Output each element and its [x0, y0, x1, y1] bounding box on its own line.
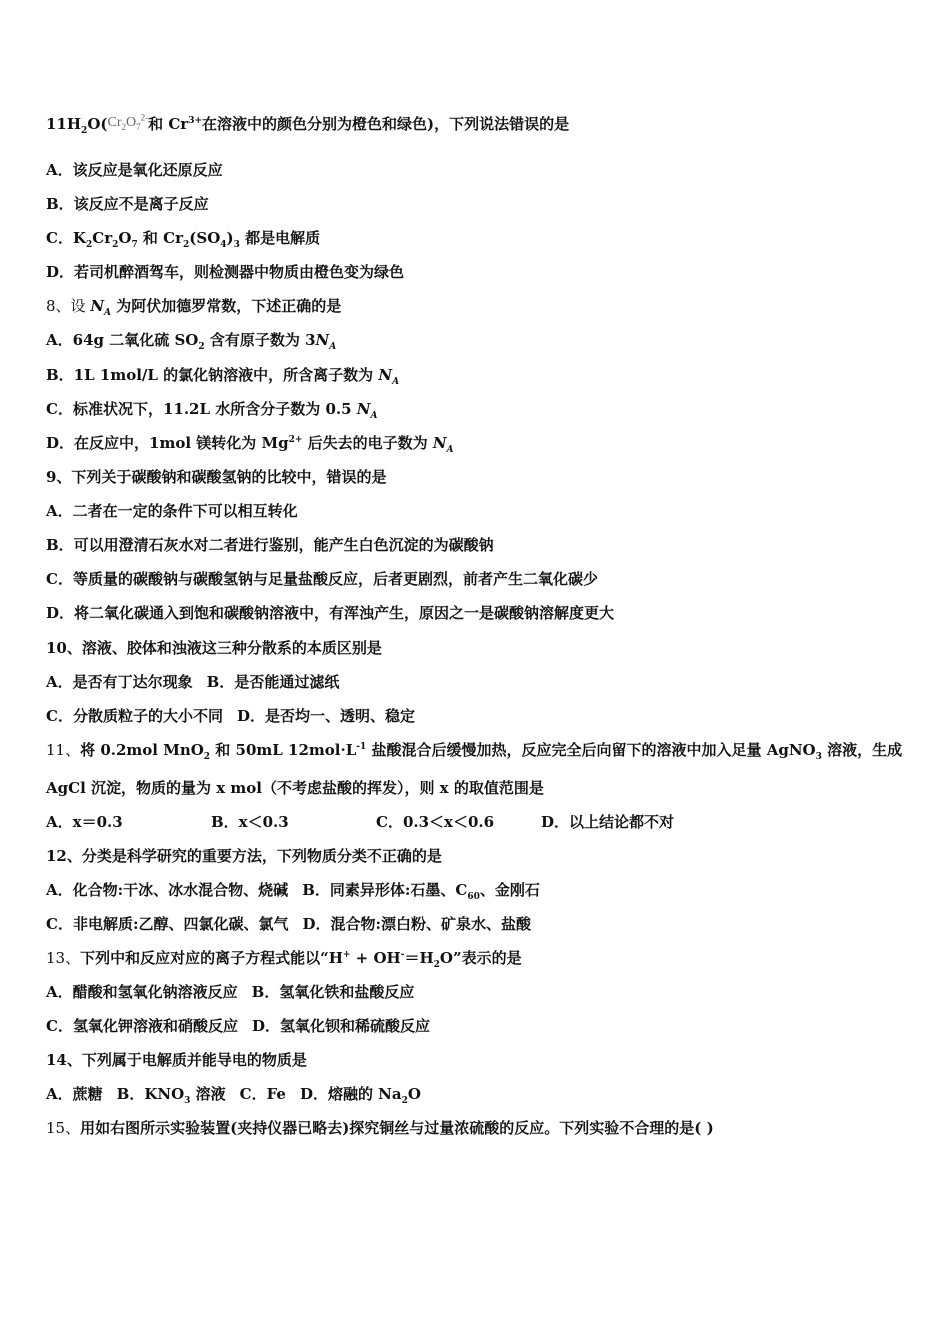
q9-stem: 9、下列关于碳酸钠和碳酸氢钠的比较中，错误的是 — [46, 468, 387, 486]
dichromate-formula: $Cr_2O_7^{2-}$ — [107, 112, 149, 132]
q14-stem: 14、下列属于电解质并能导电的物质是 — [46, 1051, 307, 1069]
q7-option-b: B．该反应不是离子反应 — [46, 195, 209, 213]
q9-option-c: C．等质量的碳酸钠与碳酸氢钠与足量盐酸反应，后者更剧烈，前者产生二氧化碳少 — [46, 570, 598, 588]
q10-options-ab: A．是否有丁达尔现象 B．是否能通过滤纸 — [46, 673, 340, 691]
q14-options: A．蔗糖 B．$KNO_3$ 溶液 C．Fe D．熔融的 $Na_2O$ — [46, 1085, 421, 1106]
q11-stem-cont: AgCl 沉淀，物质的量为 x mol（不考虑盐酸的挥发），则 x 的取值范围是 — [46, 779, 544, 797]
q12-stem: 12、分类是科学研究的重要方法，下列物质分类不正确的是 — [46, 847, 442, 865]
q10-stem: 10、溶液、胶体和浊液这三种分散系的本质区别是 — [46, 639, 382, 657]
q9-option-d: D．将二氧化碳通入到饱和碳酸钠溶液中，有浑浊产生，原因之一是碳酸钠溶解度更大 — [46, 604, 615, 622]
q8-option-c: C．标准状况下，11.2L 水所含分子数为 0.5 $N_A$ — [46, 400, 378, 421]
q8-option-b: B．1L 1mol/L 的氯化钠溶液中，所含离子数为 $N_A$ — [46, 366, 400, 387]
q13-options-cd: C．氢氧化钾溶液和硝酸反应 D．氢氧化钡和稀硫酸反应 — [46, 1017, 430, 1035]
q15-stem: 15、用如右图所示实验装置(夹持仪器已略去)探究铜丝与过量浓硫酸的反应。下列实验不合理的是( ) — [46, 1119, 714, 1137]
q13-stem: 13、下列中和反应对应的离子方程式能以“$H^+ + OH^-=H_2O$”表示的是 — [46, 949, 522, 970]
q8-stem: 8、设 $N_A$ 为阿伏加德罗常数，下述正确的是 — [46, 297, 342, 318]
q10-options-cd: C．分散质粒子的大小不同 D．是否均一、透明、稳定 — [46, 707, 415, 725]
q11-stem: 11、将 0.2mol MnO$_2$ 和 50mL $12mol\cdot L^{-1}$ 盐酸混合后缓慢加热，反应完全后向留下的溶液中加入足量 AgNO$_3$ 溶液，生成 — [46, 741, 903, 762]
q7-option-c: C．$K_2Cr_2O_7$ 和 $Cr_2(SO_4)_3$ 都是电解质 — [46, 229, 321, 250]
q12-options-cd: C．非电解质:乙醇、四氯化碳、氯气 D．混合物:漂白粉、矿泉水、盐酸 — [46, 915, 532, 933]
q9-option-b: B．可以用澄清石灰水对二者进行鉴别，能产生白色沉淀的为碳酸钠 — [46, 536, 494, 554]
q13-options-ab: A．醋酸和氢氧化钠溶液反应 B．氢氧化铁和盐酸反应 — [46, 983, 415, 1001]
q8-option-a: A．64g 二氧化硫 $SO_2$ 含有原子数为 $3N_A$ — [46, 331, 337, 352]
q11-options: A．x＝0.3 B．x＜0.3 C．0.3＜x＜0.6 D．以上结论都不对 — [46, 813, 675, 831]
q8-option-d: D．在反应中，1mol 镁转化为 $Mg^{2+}$ 后失去的电子数为 $N_A$ — [46, 434, 454, 455]
q9-option-a: A．二者在一定的条件下可以相互转化 — [46, 502, 298, 520]
q7-option-a: A．该反应是氧化还原反应 — [46, 161, 223, 179]
q7-stem-tail: $11H_2O(Cr_2O_7^{2-}$和 $Cr^{3+}$在溶液中的颜色分别为橙色和绿色)，下列说法错误的是 — [46, 112, 570, 136]
q12-options-ab: A．化合物:干冰、冰水混合物、烧碱 B．同素异形体:石墨、$C_{60}$、金刚石 — [46, 881, 540, 902]
q7-option-d: D．若司机醉酒驾车，则检测器中物质由橙色变为绿色 — [46, 263, 405, 281]
